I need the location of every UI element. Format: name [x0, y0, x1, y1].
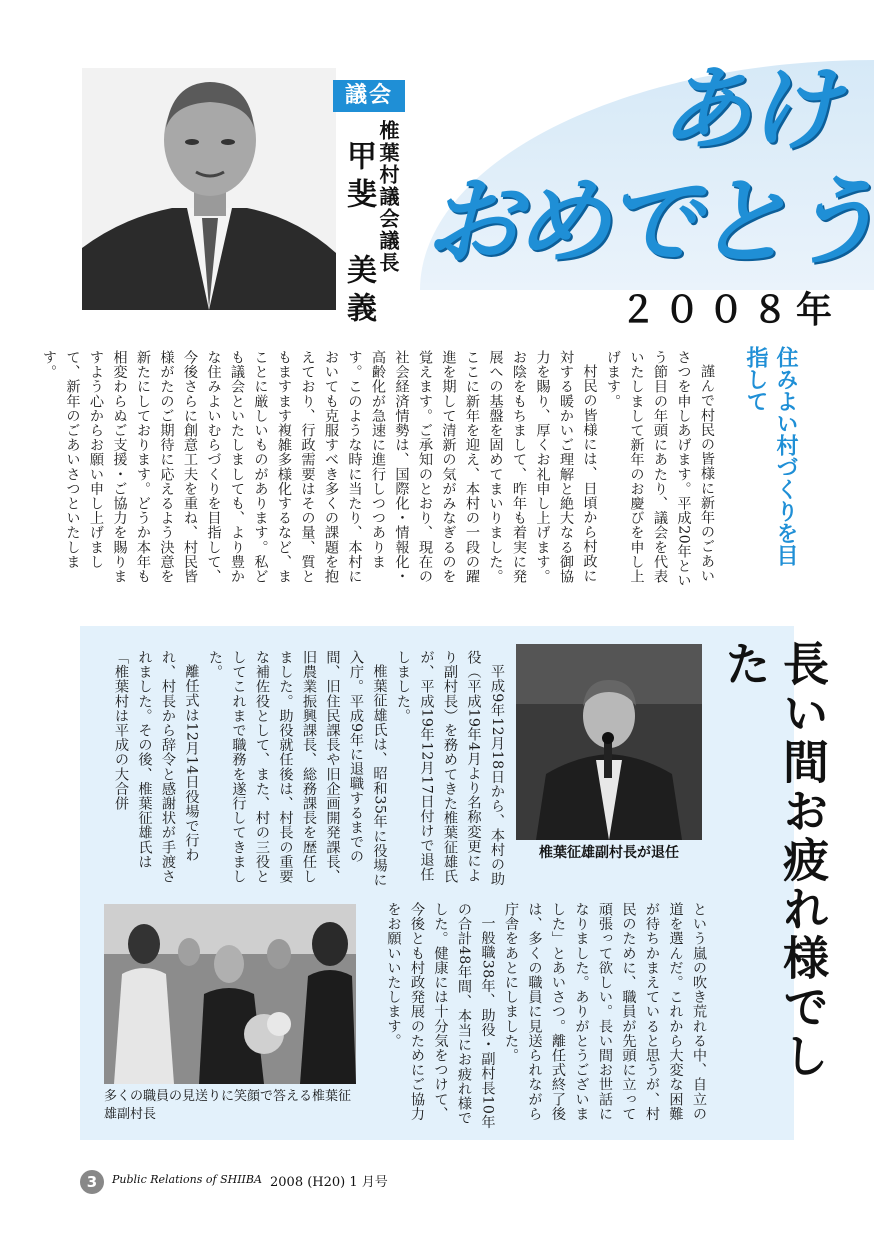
retirement-paragraph: 平成9年12月18日から、本村の助役（平成19年4月より名称変更により副村長）を務めてきた椎葉征雄氏が、平成19年12月17日付けで退任しました。: [395, 650, 505, 887]
section-tag: 議会: [333, 80, 405, 112]
greeting-line-2: おめでとう: [425, 166, 875, 278]
issue-date: 2008 (H20) 1 月号: [270, 1175, 388, 1190]
vice-mayor-speech-photo: [516, 644, 702, 840]
retirement-article-body-lower: [360, 902, 710, 1132]
greeting-year: ２００８年: [620, 290, 841, 331]
chairman-portrait-photo: [82, 68, 336, 310]
top-article-body: [41, 350, 718, 590]
retirement-paragraph: 椎葉征雄氏は、昭和35年に役場に入庁。平成9年に退職するまでの間、旧住民課長や旧企画開発課長、旧農業振興課長、総務課長を歴任しました。助役就任後は、村長の重要な補佐役として、また、村の三役としてこれまで職務を遂行してきました。: [207, 650, 388, 888]
vice-mayor-photo-caption: 椎葉征雄副村長が退任: [539, 845, 679, 861]
greeting-line-1: あけ: [660, 56, 837, 163]
top-article-heading: 住みよい村づくりを目指して: [743, 346, 798, 566]
top-article-paragraph: 村民の皆様には、日頃から村政に対する暖かいご理解と絶大なる御協力を賜り、厚くお礼申し上げます。お陰をもちまして、昨年も着実に発展への基盤を固めてまいりました。ここに新年を迎え、本村の一段の躍進を期して清新の気がみなぎるのを覚えます。ご承知のとおり、現在の社会経済情勢は、国際化・情報化・高齢化が急速に進行しつつあります。このような時に当たり、本村においても克服すべき多くの課題を抱えており、行政需要はその量、質ともますます複雑多様化するなど、まことに厳しいものがあります。私ども議会といたしましても、より豊かな住みよいむらづくりを目指して、今後さらに創意工夫を重ね、村民皆様がたのご期待に応えるよう決意を新たにしております。どうか本年も相変わらぬご支援・ご協力を賜りますよう心からお願い申し上げまして、新年のごあいさつといたします。: [41, 350, 598, 584]
author-name: 甲斐 美義: [341, 140, 376, 330]
retirement-headline: 長い間お疲れ様でした: [718, 640, 830, 1081]
retirement-paragraph: という嵐の吹き荒れる中、自立の道を選んだ。これから大変な困難が待ちかまえていると思うが、村民のために、職員が先頭に立って頑張って欲しい。長い間お世話になりました。ありがとうございました」とあいさつ。離任式終了後は、多くの職員に見送られながら庁舎をあとにしました。: [503, 902, 707, 1121]
send-off-photo: [104, 904, 356, 1084]
retirement-paragraph: 離任式は12月14日役場で行われ、村長から辞令と感謝状が手渡されました。その後、椎葉征雄氏は「椎葉村は平成の大合併: [113, 650, 200, 884]
top-article-paragraph: 謹んで村民の皆様に新年のごあいさつを申しあげます。平成20年という節目の年頭にあたり、議会を代表いたしまして新年のお慶びを申し上げます。: [605, 350, 715, 588]
retirement-article-body-upper: [113, 650, 508, 890]
author-position: 椎葉村議会議長: [376, 120, 400, 274]
send-off-photo-caption: 多くの職員の見送りに笑顔で答える椎葉征雄副村長: [104, 1089, 352, 1122]
publication-title: Public Relations of SHIIBA: [112, 1173, 262, 1186]
retirement-paragraph: 一般職38年、助役・副村長10年の合計48年間、本当にお疲れ様でした。健康には十分気をつけて、今後とも村政発展のためにご協力をお願いいたします。: [385, 902, 496, 1130]
page-number: 3: [80, 1170, 104, 1194]
